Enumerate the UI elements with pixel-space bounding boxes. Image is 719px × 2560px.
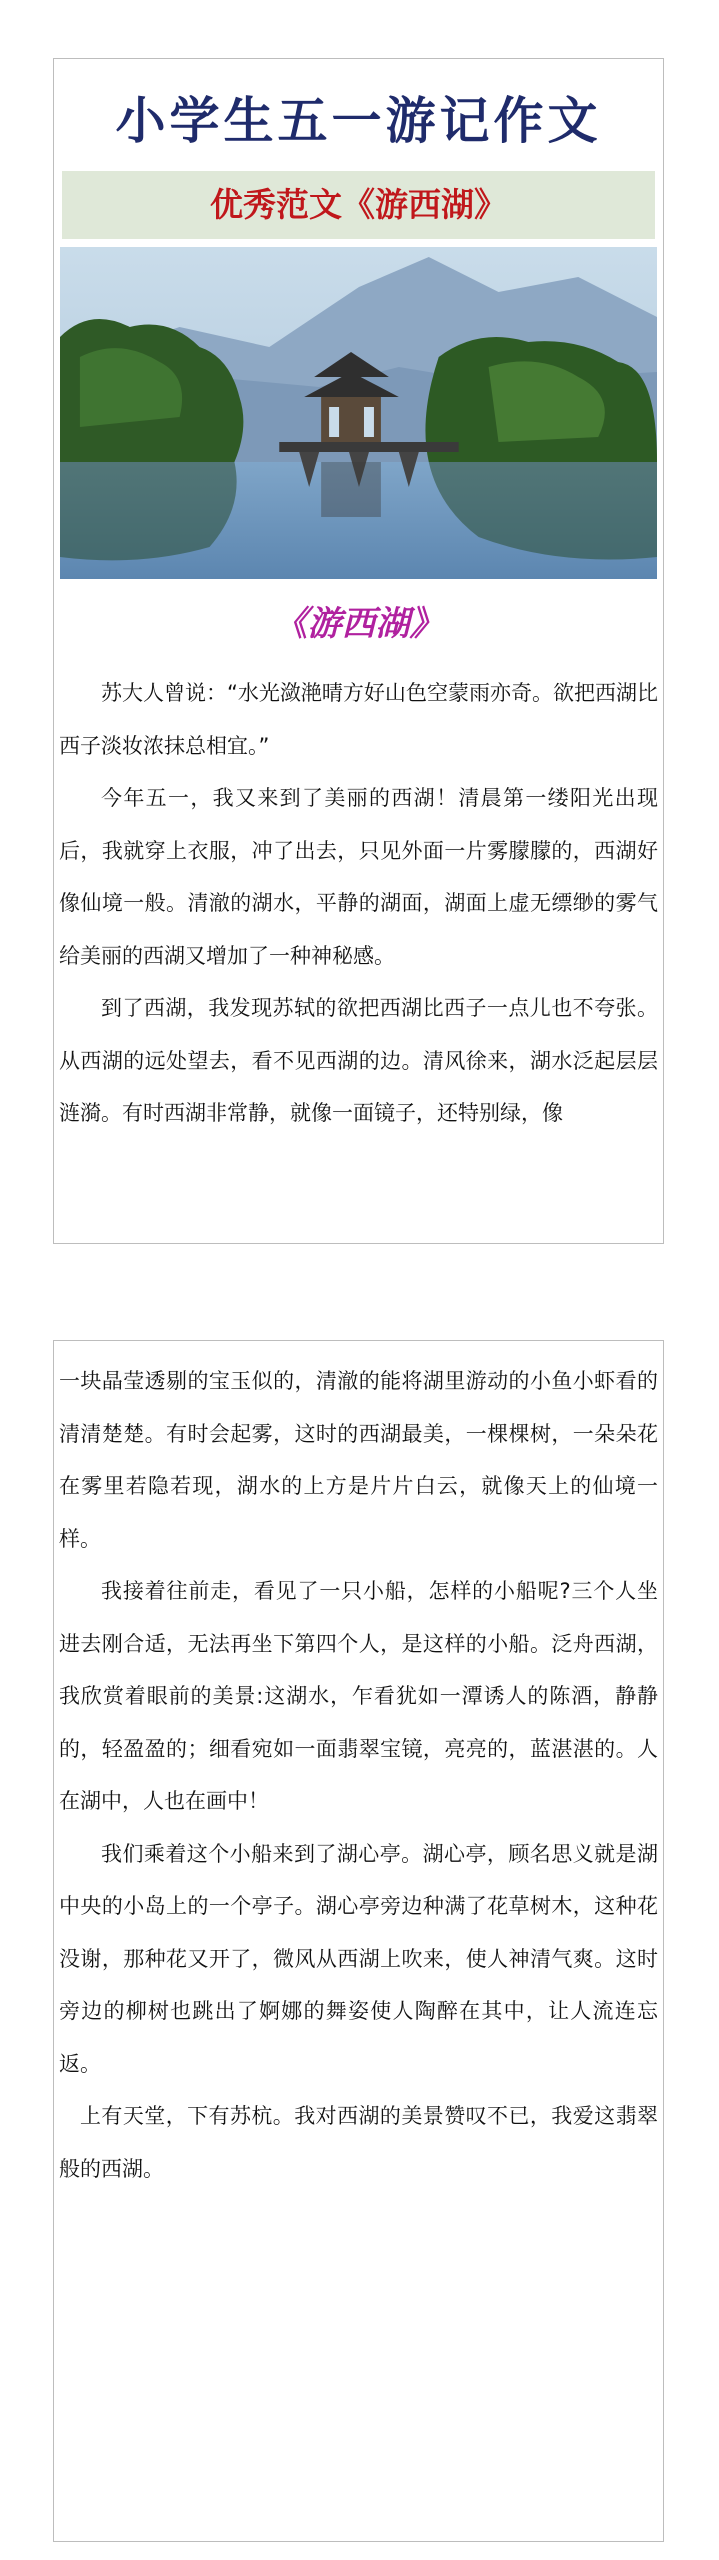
page-two <box>53 1340 664 2542</box>
paragraph: 我接着往前走，看见了一只小船，怎样的小船呢?三个人坐进去刚合适，无法再坐下第四个人，是这样的小船。泛舟西湖，我欣赏着眼前的美景:这湖水，乍看犹如一潭诱人的陈酒，静静的，轻盈盈的；细看宛如一面翡翠宝镜，亮亮的，蓝湛湛的。人在湖中，人也在画中！ <box>59 1579 658 1813</box>
paragraph: 一块晶莹透剔的宝玉似的，清澈的能将湖里游动的小鱼小虾看的清清楚楚。有时会起雾，这时的西湖最美，一棵棵树，一朵朵花在雾里若隐若现，湖水的上方是片片白云，就像天上的仙境一样。 <box>59 1369 658 1551</box>
essay-title: 《游西湖》 <box>273 604 444 644</box>
subtitle-text: 优秀范文《游西湖》 <box>210 185 507 224</box>
essay-body-page-two <box>59 1355 658 2195</box>
paragraph: 苏大人曾说：“水光潋滟晴方好山色空蒙雨亦奇。欲把西湖比西子淡妆浓抹总相宜。” <box>59 681 658 758</box>
paragraph: 我们乘着这个小船来到了湖心亭。湖心亭，顾名思义就是湖中央的小岛上的一个亭子。湖心亭旁边种满了花草树木，这种花没谢，那种花又开了，微风从西湖上吹来，使人神清气爽。这时旁边的柳树也跳出了婀娜的舞姿使人陶醉在其中，让人流连忘返。 <box>59 1841 658 2076</box>
paragraph: 上有天堂，下有苏杭。我对西湖的美景赞叹不已，我爱这翡翠般的西湖。 <box>59 2104 658 2181</box>
page-one <box>53 58 664 1244</box>
subtitle-banner <box>62 171 655 239</box>
paragraph: 今年五一，我又来到了美丽的西湖！清晨第一缕阳光出现后，我就穿上衣服，冲了出去，只见外面一片雾朦朦的，西湖好像仙境一般。清澈的湖水，平静的湖面，湖面上虚无缥缈的雾气给美丽的西湖又增加了一种神秘感。 <box>59 786 658 968</box>
west-lake-photo <box>60 247 657 579</box>
landscape-image-icon <box>60 247 657 579</box>
page-title: 小学生五一游记作文 <box>115 92 602 150</box>
essay-body-page-one <box>59 667 658 1140</box>
paragraph: 到了西湖，我发现苏轼的欲把西湖比西子一点儿也不夸张。从西湖的远处望去，看不见西湖的边。清风徐来，湖水泛起层层涟漪。有时西湖非常静，就像一面镜子，还特别绿，像 <box>59 996 658 1125</box>
